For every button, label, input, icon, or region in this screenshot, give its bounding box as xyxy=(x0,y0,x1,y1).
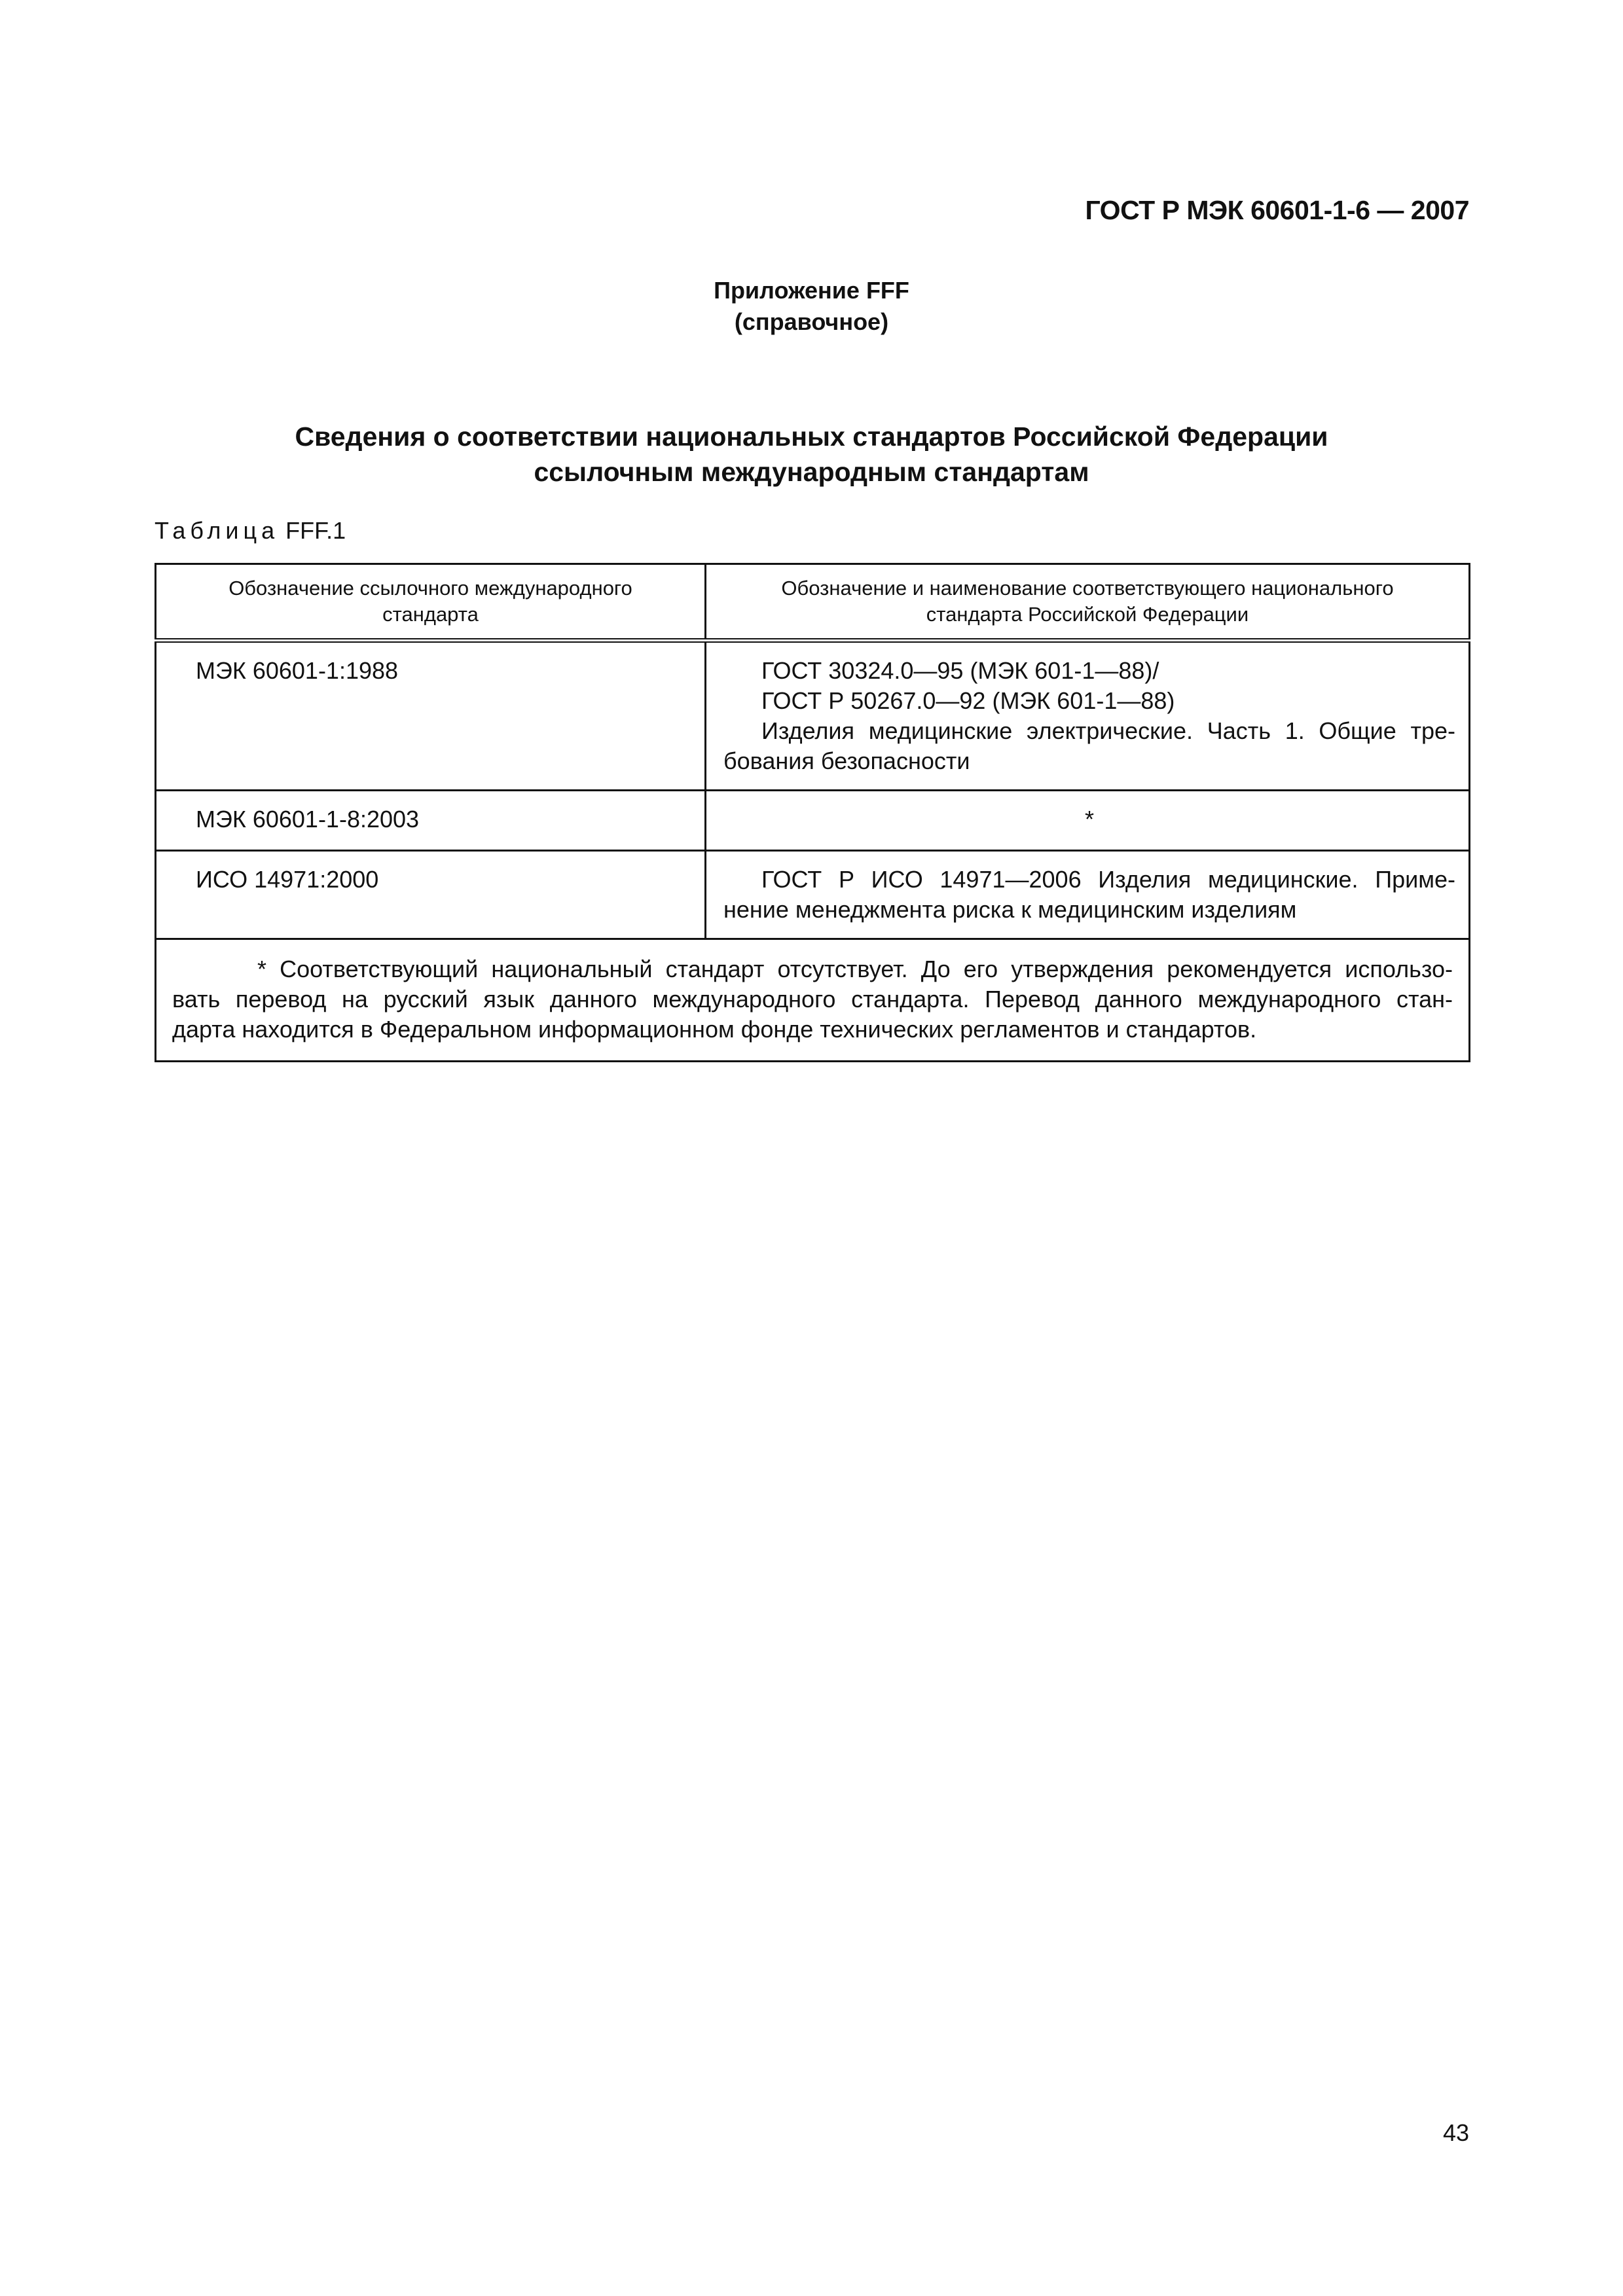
table-row xyxy=(156,791,1470,851)
national-line: Изделия медицинские электрические. Часть 1. Общие тре- xyxy=(761,717,1455,744)
table-caption-word: Таблица xyxy=(155,517,280,544)
document-code: ГОСТ Р МЭК 60601-1-6 — 2007 xyxy=(1085,195,1469,225)
table-row xyxy=(156,851,1470,939)
footnote-line: * Соответствующий национальный стандарт отсутствует. До его утверждения рекомендуется использо- xyxy=(257,956,1453,982)
annex-heading xyxy=(0,275,1623,338)
footnote-line: дарта находится в Федеральном информационном фонде технических регламентов и стандартов. xyxy=(172,1016,1257,1043)
table-footnote-row xyxy=(156,939,1470,1062)
cell-international: ИСО 14971:2000 xyxy=(156,851,706,939)
cell-national xyxy=(706,791,1470,851)
cell-international: МЭК 60601-1:1988 xyxy=(156,641,706,791)
annex-subtitle: (справочное) xyxy=(734,308,889,335)
table-footnote xyxy=(156,939,1470,1062)
national-line: ГОСТ Р ИСО 14971—2006 Изделия медицинские. Приме- xyxy=(761,866,1455,893)
national-line: бования безопасности xyxy=(723,747,970,774)
cell-national xyxy=(706,851,1470,939)
table-row xyxy=(156,641,1470,791)
table-caption xyxy=(155,517,346,545)
section-title-line-2: ссылочным международным стандартам xyxy=(534,457,1089,487)
cell-national xyxy=(706,641,1470,791)
annex-title: Приложение FFF xyxy=(714,277,909,304)
header-national-standard: Обозначение и наименование соответствующего национального стандарта Российской Федерации xyxy=(706,564,1470,641)
table-header-row xyxy=(156,564,1470,641)
footnote-line: вать перевод на русский язык данного международного стандарта. Перевод данного международного стан- xyxy=(172,986,1453,1013)
table-caption-id: FFF.1 xyxy=(285,517,346,544)
national-line: ГОСТ Р 50267.0—92 (МЭК 601-1—88) xyxy=(761,687,1175,714)
cell-international: МЭК 60601-1-8:2003 xyxy=(156,791,706,851)
national-line: * xyxy=(1084,806,1094,833)
standards-correspondence-table xyxy=(155,563,1470,1062)
header-international-standard: Обозначение ссылочного международного стандарта xyxy=(156,564,706,641)
national-line: нение менеджмента риска к медицинским изделиям xyxy=(723,896,1297,923)
section-title-line-1: Сведения о соответствии национальных стандартов Российской Федерации xyxy=(295,422,1328,452)
page-number: 43 xyxy=(1442,2119,1469,2146)
section-title xyxy=(0,419,1623,490)
national-line: ГОСТ 30324.0—95 (МЭК 601-1—88)/ xyxy=(761,657,1159,684)
